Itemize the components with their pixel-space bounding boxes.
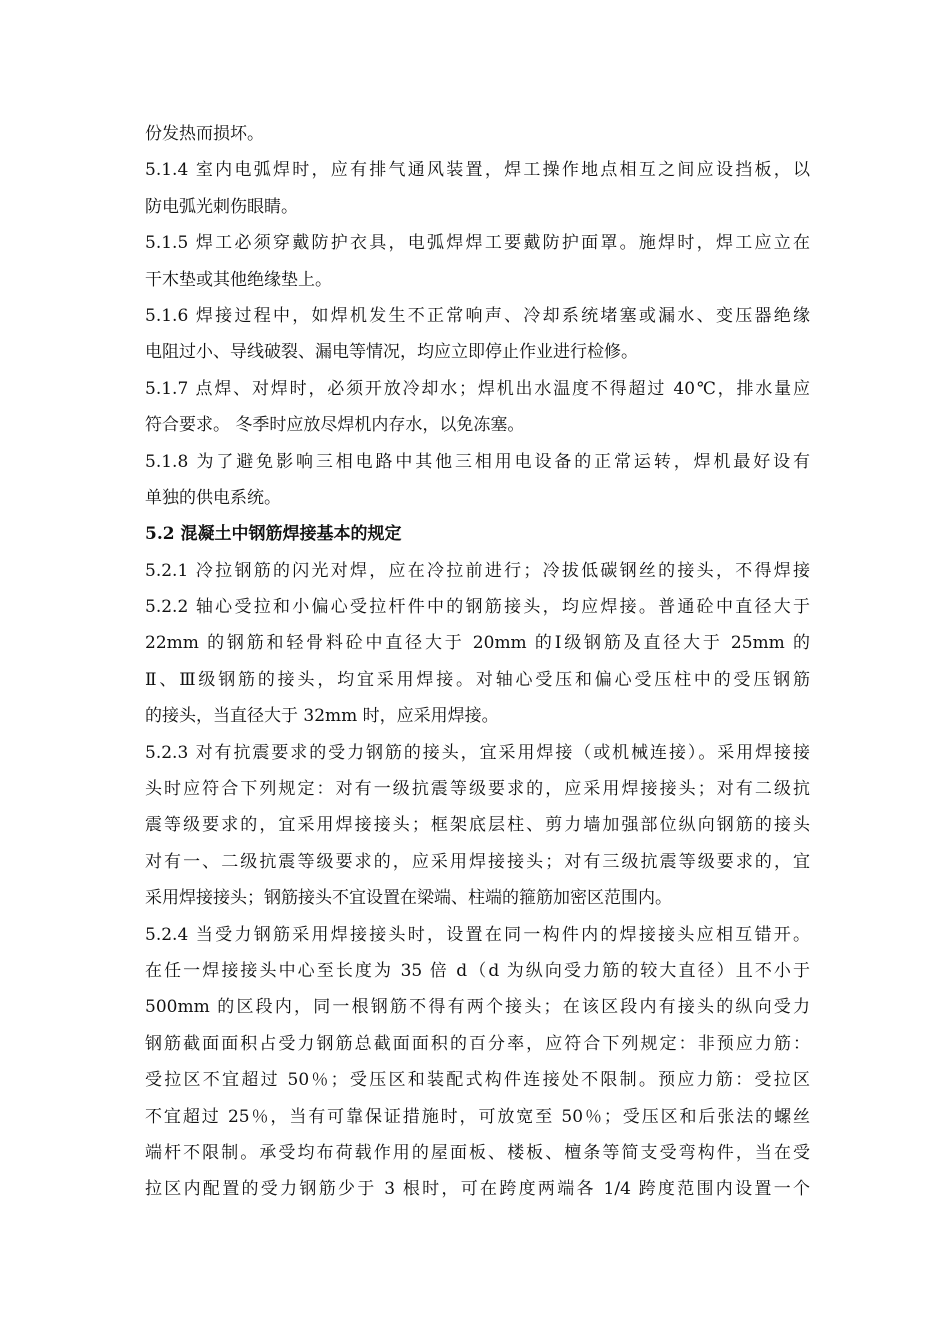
text-line: 5.1.5 焊工必须穿戴防护衣具，电弧焊焊工要戴防护面罩。施焊时，焊工应立在 — [145, 233, 810, 254]
text-line: Ⅱ、Ⅲ级钢筋的接头，均宜采用焊接。对轴心受压和偏心受压柱中的受压钢筋 — [145, 669, 810, 690]
text-line: 干木垫或其他绝缘垫上。 — [145, 269, 332, 290]
text-line: 拉区内配置的受力钢筋少于 3 根时，可在跨度两端各 1/4 跨度范围内设置一个 — [145, 1179, 810, 1200]
text-line: 在任一焊接接头中心至长度为 35 倍 d（d 为纵向受力筋的较大直径）且不小于 — [145, 960, 810, 981]
text-line: 头时应符合下列规定：对有一级抗震等级要求的，应采用焊接接头；对有二级抗 — [145, 779, 810, 800]
document-body — [145, 116, 810, 1208]
text-line: 端杆不限制。承受均布荷载作用的屋面板、楼板、檀条等简支受弯构件，当在受 — [145, 1142, 810, 1163]
text-line: 不宜超过 25％，当有可靠保证措施时，可放宽至 50％；受压区和后张法的螺丝 — [145, 1106, 810, 1127]
text-line: 5.1.4 室内电弧焊时，应有排气通风装置，焊工操作地点相互之间应设挡板，以 — [145, 160, 810, 181]
text-line: 受拉区不宜超过 50％；受压区和装配式构件连接处不限制。预应力筋：受拉区 — [145, 1070, 810, 1091]
text-line: 钢筋截面面积占受力钢筋总截面面积的百分率，应符合下列规定：非预应力筋： — [145, 1033, 810, 1054]
text-line: 5.2.3 对有抗震要求的受力钢筋的接头，宜采用焊接（或机械连接）。采用焊接接 — [145, 742, 810, 763]
text-line: 5.1.6 焊接过程中，如焊机发生不正常响声、冷却系统堵塞或漏水、变压器绝缘 — [145, 305, 810, 326]
text-line: 5.2.1 冷拉钢筋的闪光对焊，应在冷拉前进行；冷拔低碳钢丝的接头，不得焊接 — [145, 560, 810, 581]
text-line: 份发热而损坏。 — [145, 124, 264, 144]
text-line: 500mm 的区段内，同一根钢筋不得有两个接头；在该区段内有接头的纵向受力 — [145, 997, 810, 1018]
text-line: 的接头，当直径大于 32mm 时，应采用焊接。 — [145, 706, 499, 727]
text-line: 电阻过小、导线破裂、漏电等情况，均应立即停止作业进行检修。 — [145, 342, 638, 363]
text-line: 5.2.2 轴心受拉和小偏心受拉杆件中的钢筋接头，均应焊接。普通砼中直径大于 — [145, 597, 810, 618]
text-line: 符合要求。 冬季时应放尽焊机内存水，以免冻塞。 — [145, 415, 525, 436]
text-line: 对有一、二级抗震等级要求的，应采用焊接接头；对有三级抗震等级要求的，宜 — [145, 851, 810, 872]
text-line: 5.1.8 为了避免影响三相电路中其他三相用电设备的正常运转，焊机最好设有 — [145, 451, 810, 472]
text-line: 5.1.7 点焊、对焊时，必须开放冷却水；焊机出水温度不得超过 40℃，排水量应 — [145, 378, 810, 399]
text-line: 震等级要求的，宜采用焊接接头；框架底层柱、剪力墙加强部位纵向钢筋的接头 — [145, 815, 810, 836]
text-line: 22mm 的钢筋和轻骨料砼中直径大于 20mm 的Ⅰ级钢筋及直径大于 25mm 的 — [145, 633, 810, 654]
text-line: 5.2.4 当受力钢筋采用焊接接头时，设置在同一构件内的焊接接头应相互错开。 — [145, 924, 810, 945]
text-line: 单独的供电系统。 — [145, 487, 281, 508]
text-line: 防电弧光刺伤眼睛。 — [145, 196, 298, 217]
text-line: 采用焊接接头；钢筋接头不宜设置在梁端、柱端的箍筋加密区范围内。 — [145, 888, 672, 909]
section-heading: 5.2 混凝土中钢筋焊接基本的规定 — [145, 524, 402, 545]
